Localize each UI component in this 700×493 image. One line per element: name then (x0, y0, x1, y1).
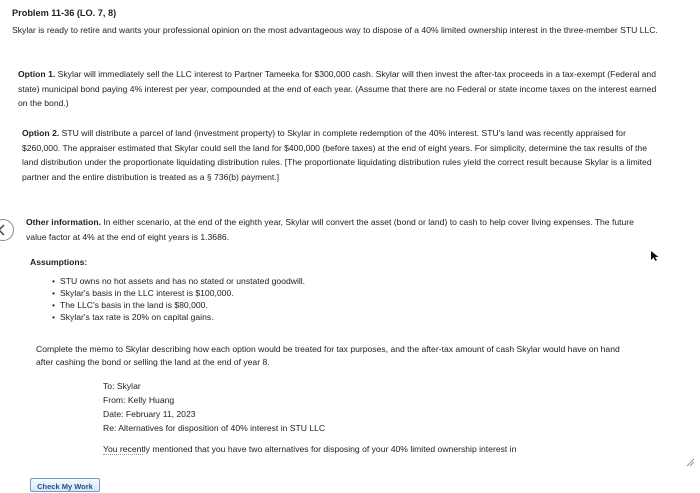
option2-text: STU will distribute a parcel of land (investment property) to Skylar in complete redemption of the 40% interest. STU's land was recently appraised for $260,000. The appraiser estimated that Skylar could sell the land for $400,000 (before taxes) at the end of eight years. For simplicity, determine the tax results of the land distribution under the proportionate liquidating distribution rules. [The proportionate liquidating distribution rules yield the correct result because Skylar is a limited partner and the entire distribution is treated as a § 736(b) payment.] (22, 128, 652, 182)
memo (103, 379, 325, 435)
other-info-paragraph (26, 215, 646, 244)
previous-nav-button[interactable] (0, 219, 14, 241)
intro-paragraph: Skylar is ready to retire and wants your professional opinion on the most advantageous way to dispose of a 40% limited ownership interest in the three-member STU LLC. (12, 25, 658, 35)
memo-re: Re: Alternatives for disposition of 40% interest in STU LLC (103, 423, 326, 433)
memo-to: To: Skylar (103, 381, 141, 391)
other-info-text: In either scenario, at the end of the eighth year, Skylar will convert the asset (bond or land) to cash to help cover living expenses. The future value factor at 4% at the end of eight years is 1.3686. (26, 217, 634, 242)
instruction-text: Complete the memo to Skylar describing how each option would be treated for tax purposes, and the after-tax amount of cash Skylar would have on hand after cashing the bond or selling the land at the end of year 8. (36, 344, 620, 367)
memo-body: You recently mentioned that you have two alternatives for disposing of your 40% limited ownership interest in (103, 444, 517, 454)
assumptions-heading: Assumptions: (30, 257, 88, 267)
problem-title: Problem 11-36 (LO. 7, 8) (12, 8, 117, 18)
mouse-pointer-icon (650, 250, 660, 267)
other-info-label: Other information. (26, 217, 101, 227)
assumptions-list (52, 275, 452, 323)
memo-date: Date: February 11, 2023 (103, 409, 196, 419)
memo-body-divider (103, 454, 143, 457)
option1-paragraph (18, 67, 663, 111)
option1-text: Skylar will immediately sell the LLC interest to Partner Tameeka for $300,000 cash. Skylar will then invest the after-tax proceeds in a tax-exempt (Federal and state) municipal bond paying 4% interest per year, compounded at the end of each year. (Assume that there are no Federal or state income taxes on the interest earned on the bond.) (18, 69, 657, 108)
check-my-work-button[interactable]: Check My Work (30, 478, 100, 492)
list-item: • Skylar's basis in the LLC interest is $100,000. (52, 287, 452, 299)
list-item: • Skylar's tax rate is 20% on capital gains. (52, 311, 452, 323)
list-item: • STU owns no hot assets and has no stated or unstated goodwill. (52, 275, 452, 287)
resize-corner-icon[interactable] (685, 457, 695, 472)
list-item: • The LLC's basis in the land is $80,000. (52, 299, 452, 311)
chevron-left-icon (0, 223, 9, 237)
option2-label: Option 2. (22, 128, 60, 138)
option1-label: Option 1. (18, 69, 56, 79)
memo-from: From: Kelly Huang (103, 395, 175, 405)
option2-paragraph (22, 126, 654, 184)
